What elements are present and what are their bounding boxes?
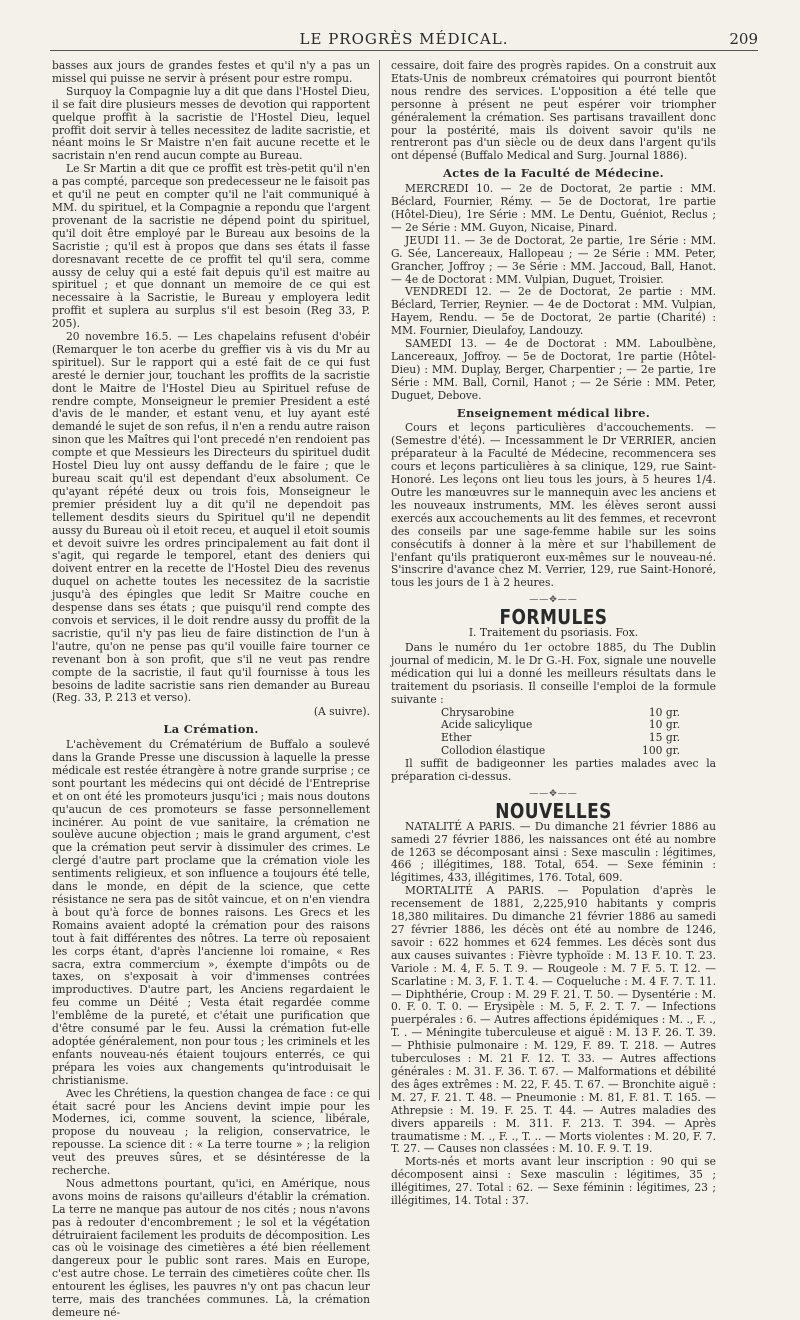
formula-ingredient: Chrysarobine bbox=[441, 705, 515, 719]
left-paragraph: 20 novembre 16.5. — Les chapelains refusent d'obéir (Remarquer le ton acerbe du greffier vis à vis du Mr au spirituel). Sur le rapport qui a esté fait de ce qui fust aresté le dernier jour, touchant les proffits de la sacristie dont le Maitre de l'Hostel Dieu au Spirituel refuse de rendre compte, Monseigneur le premier President a esté d'avis de le mander, et estant venu, et luy ayant esté demandé le sujet de son refus, il n'en a rendu autre raison sinon que les Maîtres qui l'ont precedé n'en rendoient pas compte et que Messieurs les Directeurs du spirituel dudit Hostel Dieu luy ont aussy deffandu de le faire ; que le bureau scait qu'il est dependant d'eux absolument. Ce qu'ayant répété deux ou trois fois, Monseigneur le premier président luy a dit qu'il ne dependoit pas tellement desdits sieurs du Spirituel qu'il ne dependit aussy du Bureau où il etoit receu, et auquel il etoit soumis et devoit suivre les ordres principalement au fait dont il s'agit, qui regarde le temporel, etant des deniers qui doivent entrer en la recette de l'Hostel Dieu des revenus duquel on achette toutes les necessitez de la sacristie jusqu'à des épingles que ledit Sr Maitre couche en despense dans ses états ; que puisqu'il rend compte des convois et services, il le doit rendre aussy du proffit de la sacristie, qu'il n'y pas lieu de faire distinction de l'un à l'autre, qu'on ne pense pas qu'il vouille faire tourner ce revenant bon à son profit, que s'il ne veut pas rendre compte de la sacristie, il faut qu'il fournisse à tous les besoins de ladite sacristie sans rien demander au Bureau (Reg. 33, P. 213 et verso). bbox=[52, 330, 370, 705]
section-heading-enseignement: Enseignement médical libre. bbox=[456, 405, 651, 420]
section-heading-nouvelles: NOUVELLES bbox=[495, 798, 612, 823]
left-paragraph: Surquoy la Compagnie luy a dit que dans l'Hostel Dieu, il se fait dire plusieurs messes de devotion qui rapportent quelque proffit à la sacristie de l'Hostel Dieu, lequel proffit doit servir à telles necessitez de ladite sacristie, et néant moins le Sr Maistre n'en fait aucune recette et le sacristain n'en rend aucun compte au Bureau. bbox=[52, 84, 370, 163]
left-paragraph: Avec les Chrétiens, la question changea de face : ce qui était sacré pour les Anciens devint impie pour les Modernes, ici, comme souvent, la science, libérale, propose du nouveau ; la religion, conservatrice, le repousse. La science dit : « La terre tourne » ; la religion veut des preuves sûres, et se désintéresse de la recherche. bbox=[52, 1086, 370, 1178]
running-title: LE PROGRÈS MÉDICAL. bbox=[299, 30, 509, 48]
to-be-continued: (A suivre). bbox=[313, 705, 370, 719]
formula-ingredient: Ether bbox=[441, 731, 472, 745]
formules-subheading: I. Traitement du psoriasis. Fox. bbox=[468, 626, 639, 640]
left-paragraph: Le Sr Martin a dit que ce proffit est très-petit qu'il n'en a pas compté, parceque son predecesseur ne le faisoit pas et qu'il ne peut en compter qu'il ne l'ait communiqué à MM. du spirituel, et la Compagnie a repondu que l'argent provenant de la sacristie ne dépend point du spirituel, qu'il doit être employé par le Bureau aux besoins de la Sacristie ; qu'il est à propos que dans ses états il fasse doresnavant recette de ce proffit tel qu'il sera, comme aussy de celuy qui a esté fait depuis qu'il est maitre au spirituel ; et que donnant un memoire de ce qui est necessaire à la Sacristie, le Bureau y employera ledit proffit et suplera au surplus s'il est besoin (Reg 33, P. 205). bbox=[52, 162, 370, 331]
formula-dose: 10 gr. bbox=[648, 718, 680, 732]
formula-dose: 10 gr. bbox=[648, 705, 680, 719]
left-paragraph: L'achèvement du Crématérium de Buffalo a soulevé dans la Grande Presse une discussion à laquelle la presse médicale est restée étrangère à notre grande surprise ; ce sont pourtant les médecins qui ont décidé de l'Entreprise et on ont été les promoteurs jusqu'ici ; mais nous doutons qu'aucun de ces promoteurs se fasse personnellement incinérer. Au point de vue sanitaire, la crémation ne soulève aucune objection ; mais le grand argument, c'est que la crémation peut servir à dissimuler des crimes. Le clergé d'autre part proclame que la crémation viole les sentiments religieux, et son influence a toujours été telle, dans le monde, en dépit de la science, que cette résistance ne sera pas de sitôt vaincue, et on n'en viendra à bout qu'à force de bonnes raisons. Les Grecs et les Romains avaient adopté la crémation pour des raisons tout à fait différentes des nôtres. La terre où reposaient les corps étant, d'après l'ancienne loi romaine, « Res sacra, extra commercium », éxempte d'impôts ou de taxes, on s'exposait à voir d'immenses contrées improductives. D'autre part, les Anciens regardaient le feu comme un Déité ; Vesta était regardée comme l'emblême de la pureté, et c'était une purification que d'être consumé par le feu. Aussi la crémation fut-elle adoptée généralement, non pour tous ; les criminels et les enfants nouveau-nés étaient toujours enterrés, ce qui prépara les voies aux changements qu'introduisait le christianisme. bbox=[52, 738, 370, 1087]
section-heading-formules: FORMULES bbox=[499, 605, 608, 630]
exam-schedule-vendredi: VENDREDI 12. — 2e de Doctorat, 2e partie : MM. Béclard, Terrier, Reynier. — 4e de Doctorat : MM. Vulpian, Hayem, Rendu. — 5e de Doctorat, 2e partie (Charité) : MM. Fournier, Dieulafoy, Landouzy. bbox=[391, 285, 716, 338]
right-paragraph: cessaire, doit faire des progrès rapides. On a construit aux Etats-Unis de nombreux crématoires qui pourront bientôt nous rendre des services. L'opposition a été telle que personne à présent ne peut espérer voir triompher généralement la crémation. Ses partisans travaillent donc pour la postérité, mais ils doivent savoir qu'ils ne rentreront pas d'un siècle ou de deux dans l'argent qu'ils ont dépensé (Buffalo Medical and Surg. Journal 1886). bbox=[391, 59, 716, 163]
formules-paragraph: Dans le numéro du 1er octobre 1885, du The Dublin journal of medicin, M. le Dr G.-H. Fox, signale une nouvelle médication qui lui a donné les meilleurs résultats dans le traitement du psoriasis. Il conseille l'emploi de la formule suivante : bbox=[391, 640, 716, 706]
left-column bbox=[52, 60, 370, 1320]
formula-dose: 100 gr. bbox=[642, 744, 680, 758]
formula-dose: 15 gr. bbox=[648, 731, 680, 745]
ornament-divider: ——✥—— bbox=[529, 595, 578, 606]
formula-list bbox=[391, 707, 716, 759]
left-paragraph: Nous admettons pourtant, qu'ici, en Amérique, nous avons moins de raisons qu'ailleurs d'établir la crémation. La terre ne manque pas autour de nos cités ; nous n'avons pas à redouter d'encombrement ; le sol et la végétation détruiraient facilement les produits de décomposition. Les cas où le voisinage des cimetières a été bien réellement dangereux pour le public sont rares. Mais en Europe, c'est autre chose. Le terrain des cimetières coûte cher. Ils entourent les églises, les pauvres n'y ont pas chacun leur terre, mais des tranchées communes. Là, la crémation demeure né- bbox=[52, 1176, 370, 1319]
news-morts-nes: Morts-nés et morts avant leur inscription : 90 qui se décomposent ainsi : Sexe masculin : légitimes, 35 ; illégitimes, 27. Total : 62. — Sexe féminin : légitimes, 23 ; illégitimes, 14. Total : 37. bbox=[391, 1155, 716, 1208]
course-announcement: Cours et leçons particulières d'accouchements. — (Semestre d'été). — Incessamment le Dr VERRIER, ancien préparateur à la Faculté de Médecine, recommencera ses cours et leçons particulières à sa clinique, 129, rue Saint-Honoré. Les leçons ont lieu tous les jours, à 5 heures 1/4. Outre les manœuvres sur le mannequin avec les anciens et les nouveaux instruments, MM. les élèves seront aussi exercés aux accouchements au lit des femmes, et recevront des conseils par une sage-femme habile sur les soins consécutifs à donner à la mère et sur l'habillement de l'enfant qu'ils pratiqueront eux-mêmes sur le nouveau-né. S'inscrire d'avance chez M. Verrier, 129, rue Saint-Honoré, tous les jours de 1 à 2 heures. bbox=[391, 421, 716, 590]
page-header bbox=[50, 28, 758, 51]
news-natalite: NATALITÉ A PARIS. — Du dimanche 21 février 1886 au samedi 27 février 1886, les naissances ont été au nombre de 1263 se décomposant ainsi : Sexe masculin : légitimes, 466 ; illégitimes, 188. Total, 654. — Sexe féminin : légitimes, 433, illégitimes, 176. Total, 609. bbox=[391, 819, 716, 885]
news-mortalite: MORTALITÉ A PARIS. — Population d'après le recensement de 1881, 2,225,910 habitants y compris 18,380 militaires. Du dimanche 21 février 1886 au samedi 27 février 1886, les décès ont été au nombre de 1246, savoir : 622 hommes et 624 femmes. Les décès sont dus aux causes suivantes : Fièvre typhoïde : M. 13 F. 10. T. 23. Variole : M. 4, F. 5. T. 9. — Rougeole : M. 7 F. 5. T. 12. — Scarlatine : M. 3, F. 1. T. 4. — Coqueluche : M. 4 F. 7. T. 11. — Diphthérie, Croup : M. 29 F. 21. T. 50. — Dysentérie : M. 0. F. 0. T. 0. — Erysipèle : M. 5, F. 2. T. 7. — Infections puerpérales : 6. — Autres affections épidémiques : M. ., F. ., T. . — Méningite tuberculeuse et aiguë : M. 13 F. 26. T. 39. — Phthisie pulmonaire : M. 129, F. 89. T. 218. — Autres tuberculoses : M. 21 F. 12. T. 33. — Autres affections générales : M. 31. F. 36. T. 67. — Malformations et débilité des âges extrêmes : M. 22, F. 45. T. 67. — Bronchite aiguë : M. 27, F. 21. T. 48. — Pneumonie : M. 81, F. 81. T. 165. — Athrepsie : M. 19. F. 25. T. 44. — Autres maladies des divers appareils : M. 311. F. 213. T. 394. — Après traumatisme : M. ., F. ., T. .. — Morts violentes : M. 20, F. 7. T. 27. — Causes non classées : M. 10. F. 9. T. 19. bbox=[391, 884, 717, 1156]
formula-ingredient: Acide salicylique bbox=[441, 718, 533, 732]
column-divider bbox=[379, 60, 380, 1100]
page-number: 209 bbox=[729, 30, 758, 48]
right-column bbox=[391, 60, 716, 1208]
exam-schedule-mercredi: MERCREDI 10. — 2e de Doctorat, 2e partie : MM. Béclard, Fournier, Rémy. — 5e de Doctorat, 1re partie (Hôtel-Dieu), 1re Série : MM. Le Dentu, Guéniot, Reclus ; — 2e Série : MM. Guyon, Nicaise, Pinard. bbox=[391, 182, 716, 234]
section-heading-actes: Actes de la Faculté de Médecine. bbox=[443, 166, 664, 181]
formula-ingredient: Collodion élastique bbox=[441, 744, 546, 758]
left-paragraph: basses aux jours de grandes festes et qu'il n'y a pas un missel qui puisse ne servir à présent pour estre rompu. bbox=[52, 59, 370, 85]
exam-schedule-jeudi: JEUDI 11. — 3e de Doctorat, 2e partie, 1re Série : MM. G. Sée, Lancereaux, Hallopeau ; — 2e Série : MM. Peter, Grancher, Joffroy ; — 3e Série : MM. Jaccoud, Ball, Hanot. — 4e de Doctorat : MM. Vulpian, Duguet, Troisier. bbox=[391, 233, 716, 286]
exam-schedule-samedi: SAMEDI 13. — 4e de Doctorat : MM. Laboulbène, Lancereaux, Joffroy. — 5e de Doctorat, 1re partie (Hôtel-Dieu) : MM. Duplay, Berger, Charpentier ; — 2e partie, 1re Série : MM. Ball, Cornil, Hanot ; — 2e Série : MM. Peter, Duguet, Debove. bbox=[391, 337, 716, 402]
formules-paragraph: Il suffit de badigeonner les parties malades avec la préparation ci-dessus. bbox=[391, 757, 716, 784]
section-heading-cremation: La Crémation. bbox=[163, 722, 259, 737]
ornament-divider: ——✥—— bbox=[529, 788, 578, 799]
